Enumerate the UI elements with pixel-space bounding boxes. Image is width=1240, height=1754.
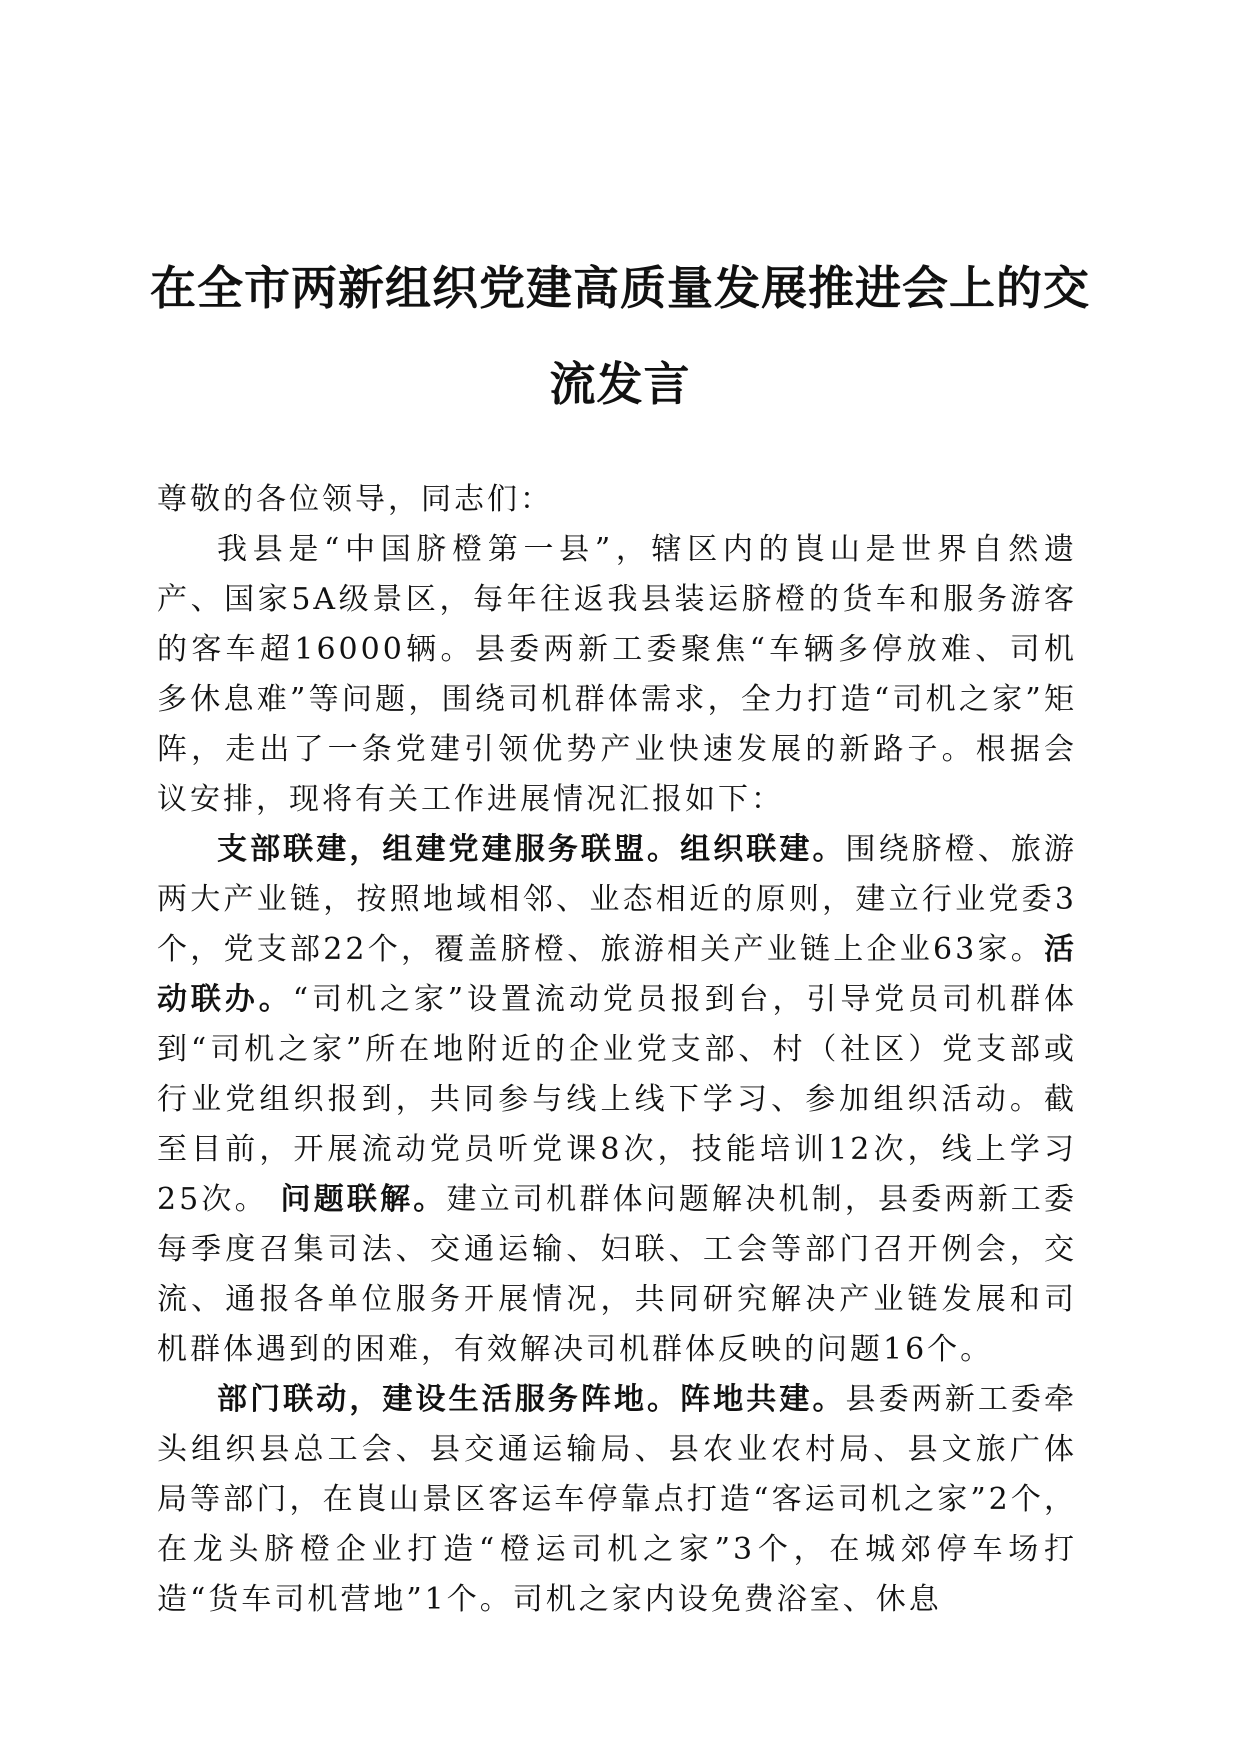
section-1-sub2-text: “司机之家”设置流动党员报到台，引导党员司机群体到“司机之家”所在地附近的企业党支部、村（社区）党支部或行业党组织报到，共同参与线上线下学习、参加组织活动。截至目前，开展流动党员听党课8次，技能培训12次，线上学习25次。 — [157, 982, 1077, 1217]
section-2-heading: 部门联动，建设生活服务阵地。 — [217, 1382, 681, 1417]
document-body — [157, 475, 1077, 1625]
salutation: 尊敬的各位领导，同志们： — [157, 482, 553, 517]
section-1-sub3-text: 建立司机群体问题解决机制，县委两新工委每季度召集司法、交通运输、妇联、工会等部门召开例会，交流、通报各单位服务开展情况，共同研究解决产业链发展和司机群体遇到的困难，有效解决司机群体反映的问题16个。 — [157, 1182, 1078, 1367]
section-1-sub1-heading: 组织联建。 — [680, 832, 846, 867]
intro-paragraph: 我县是“中国脐橙第一县”，辖区内的崀山是世界自然遗产、国家5A级景区，每年往返我县装运脐橙的货车和服务游客的客车超16000辆。县委两新工委聚焦“车辆多停放难、司机多休息难”等问题，围绕司机群体需求，全力打造“司机之家”矩阵，走出了一条党建引领优势产业快速发展的新路子。根据会议安排，现将有关工作进展情况汇报如下： — [157, 532, 1077, 817]
section-1-sub1-text: 围绕脐橙、旅游两大产业链，按照地域相邻、业态相近的原则，建立行业党委3个，党支部22个，覆盖脐橙、旅游相关产业链上企业63家。 — [157, 832, 1078, 967]
section-2-sub1-text: 县委两新工委牵头组织县总工会、县交通运输局、县农业农村局、县文旅广体局等部门，在崀山景区客运车停靠点打造“客运司机之家”2个，在龙头脐橙企业打造“橙运司机之家”3个，在城郊停车场打造“货车司机营地”1个。司机之家内设免费浴室、休息 — [157, 1382, 1078, 1617]
section-1-sub2-heading: 活动联办。 — [157, 932, 1077, 1017]
section-1-paragraph — [157, 825, 1077, 1375]
section-1-heading: 支部联建，组建党建服务联盟。 — [217, 832, 681, 867]
section-2-paragraph — [157, 1375, 1077, 1625]
section-1-sub3-heading: 问题联解。 — [280, 1182, 447, 1217]
section-2-sub1-heading: 阵地共建。 — [680, 1382, 846, 1417]
document-title: 在全市两新组织党建高质量发展推进会上的交流发言 — [150, 261, 1090, 411]
